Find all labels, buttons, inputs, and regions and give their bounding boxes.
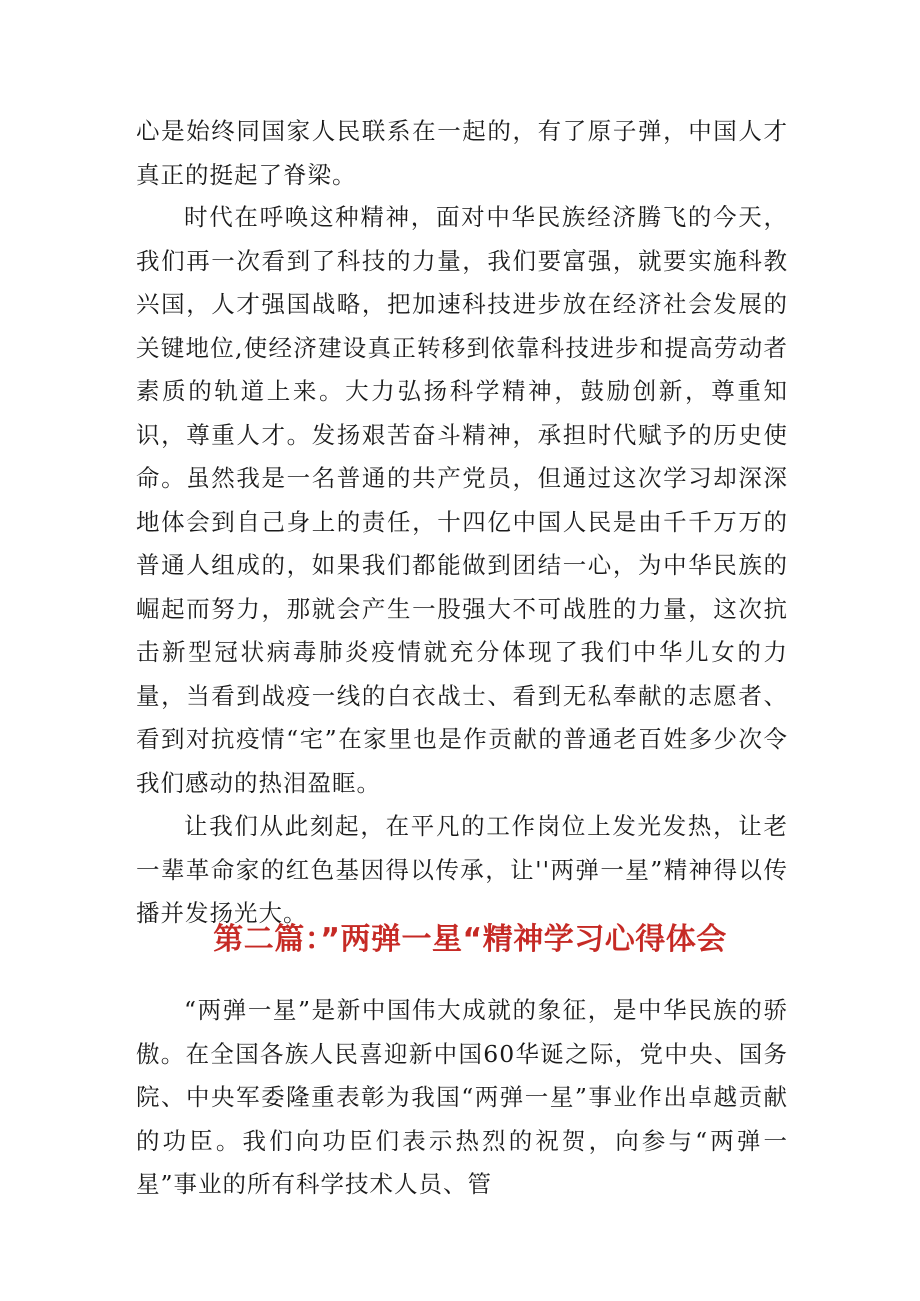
paragraph-era-spirit: 时代在呼唤这种精神，面对中华民族经济腾飞的今天，我们再一次看到了科技的力量，我们要富强，就要实施科教兴国，人才强国战略，把加速科技进步放在经济社会发展的关键地位,使经济建设真正转移到依靠科技进步和提高劳动者素质的轨道上来。大力弘扬科学精神，鼓励创新，尊重知识，尊重人才。发扬艰苦奋斗精神，承担时代赋予的历史使命。虽然我是一名普通的共产党员，但通过这次学习却深深地体会到自己身上的责任，十四亿中国人民是由千千万万的普通人组成的，如果我们都能做到团结一心，为中华民族的崛起而努力，那就会产生一股强大不可战胜的力量，这次抗击新型冠状病毒肺炎疫情就充分体现了我们中华儿女的力量，当看到战疫一线的白衣战士、看到无私奉献的志愿者、看到对抗疫情“宅”在家里也是作贡献的普通老百姓多少次令我们感动的热泪盈眶。 xyxy=(136,203,788,797)
paragraph-section-intro: “两弹一星”是新中国伟大成就的象征，是中华民族的骄傲。在全国各族人民喜迎新中国60华诞之际，党中央、国务院、中央军委隆重表彰为我国“两弹一星”事业作出卓越贡献的功臣。我们向功臣们表示热烈的祝贺，向参与“两弹一星”事业的所有科学技术人员、管 xyxy=(136,996,788,1198)
paragraph-continuation: 心是始终同国家人民联系在一起的，有了原子弹，中国人才真正的挺起了脊梁。 xyxy=(136,117,788,189)
section-heading: 第二篇：”两弹一星“精神学习心得体会 xyxy=(213,922,727,957)
paragraph-closing: 让我们从此刻起，在平凡的工作岗位上发光发热，让老一辈革命家的红色基因得以传承，让''两弹一星”精神得以传播并发扬光大。 xyxy=(136,812,788,927)
